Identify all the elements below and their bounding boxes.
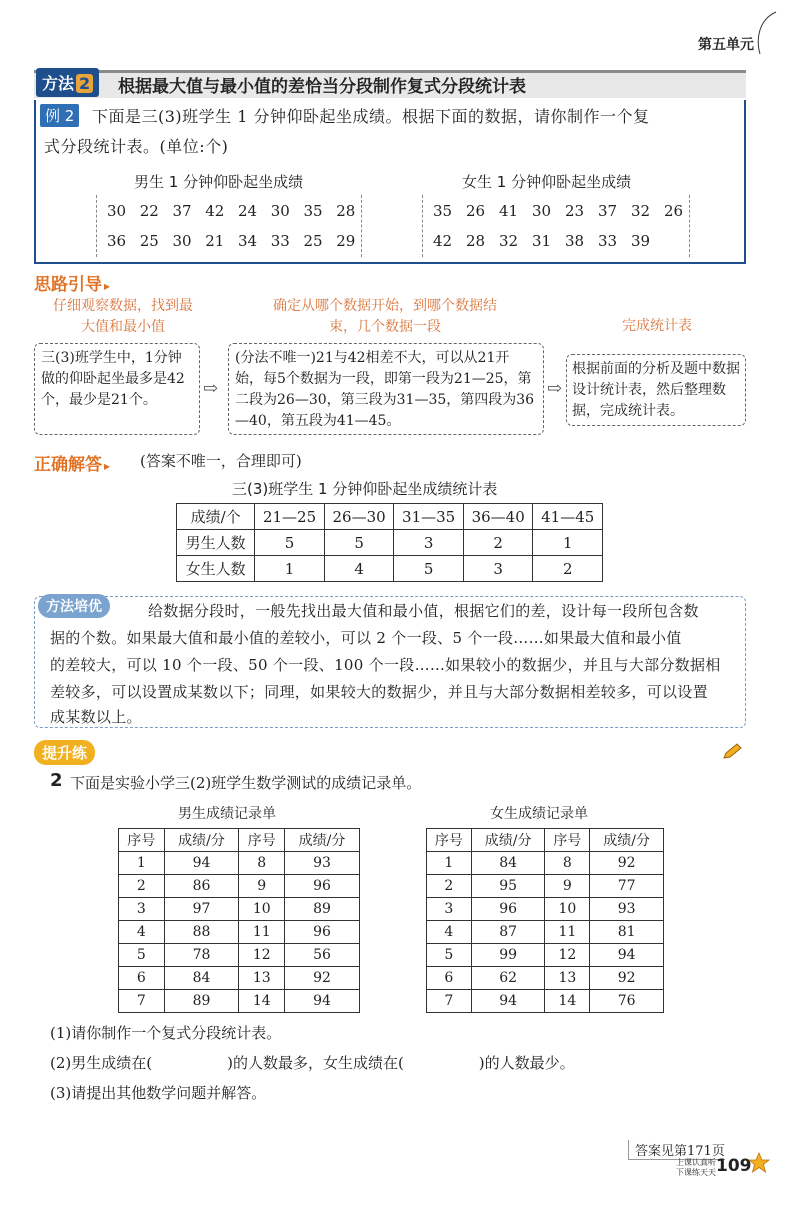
page-number: 109 — [716, 1156, 752, 1176]
data-cell: 22 — [139, 202, 159, 220]
boys-data-row — [99, 197, 359, 225]
data-cell: 42 — [433, 232, 453, 250]
cell: 94 — [471, 990, 545, 1013]
method-tag — [36, 68, 99, 97]
data-cell: 30 — [270, 202, 290, 220]
method-number: 2 — [76, 74, 93, 93]
table-row — [427, 898, 664, 921]
thinking-box-complete: 根据前面的分析及题中数据设计统计表，然后整理数据，完成统计表。 — [566, 354, 746, 426]
data-cell: 33 — [270, 232, 290, 250]
slogan-line: 上课认真听 — [676, 1158, 716, 1167]
data-cell: 23 — [565, 202, 585, 220]
data-cell: 25 — [139, 232, 159, 250]
cell: 10 — [545, 898, 590, 921]
footer-slogan — [676, 1158, 716, 1178]
cell: 10 — [239, 898, 285, 921]
boys-record-title: 男生成绩记录单 — [178, 806, 276, 822]
data-cell: 31 — [532, 232, 552, 250]
header-cell: 成绩/分 — [590, 829, 664, 852]
count-cell: 2 — [533, 556, 603, 582]
header-cell: 31—35 — [394, 504, 464, 530]
cell: 9 — [545, 875, 590, 898]
cell: 3 — [119, 898, 165, 921]
header-cell: 序号 — [239, 829, 285, 852]
method-title: 根据最大值与最小值的差恰当分段制作复式分段统计表 — [118, 77, 526, 97]
header-cell: 成绩/个 — [177, 504, 255, 530]
triangle-icon: ▸ — [104, 459, 111, 473]
cell: 92 — [590, 852, 664, 875]
boys-record-table — [118, 828, 360, 1013]
header-cell: 序号 — [545, 829, 590, 852]
result-table — [176, 503, 603, 582]
cell: 1 — [119, 852, 165, 875]
cell: 88 — [164, 921, 239, 944]
cell: 12 — [545, 944, 590, 967]
girls-record-title: 女生成绩记录单 — [490, 806, 588, 822]
data-cell: 33 — [598, 232, 618, 250]
cell: 76 — [590, 990, 664, 1013]
table-row — [119, 852, 360, 875]
data-cell: 35 — [433, 202, 453, 220]
row-label: 女生人数 — [177, 556, 255, 582]
cell: 7 — [119, 990, 165, 1013]
header-cell: 26—30 — [324, 504, 394, 530]
result-row — [177, 556, 603, 582]
table-row — [119, 967, 360, 990]
cell: 86 — [164, 875, 239, 898]
arrow-right-icon: ⇨ — [547, 378, 563, 399]
header-cell: 成绩/分 — [471, 829, 545, 852]
cell: 12 — [239, 944, 285, 967]
data-cell: 42 — [205, 202, 225, 220]
tips-line: 据的个数。如果最大值和最小值的差较小，可以 2 个一段、5 个一段……如果最大值和最小值 — [50, 629, 682, 647]
cell: 94 — [285, 990, 360, 1013]
thinking-title — [34, 270, 110, 295]
cell: 99 — [471, 944, 545, 967]
cell: 56 — [285, 944, 360, 967]
header-cell: 36—40 — [463, 504, 533, 530]
data-cell: 38 — [565, 232, 585, 250]
answer-reference: 答案见第171页 — [628, 1140, 725, 1160]
table-row — [119, 898, 360, 921]
boys-data-grid — [96, 195, 362, 257]
girls-data-row — [425, 197, 687, 225]
cell: 93 — [590, 898, 664, 921]
header-cell: 序号 — [427, 829, 472, 852]
header-cell: 序号 — [119, 829, 165, 852]
data-cell: 35 — [303, 202, 323, 220]
count-cell: 5 — [324, 530, 394, 556]
cell: 78 — [164, 944, 239, 967]
cell: 14 — [545, 990, 590, 1013]
count-cell: 5 — [255, 530, 325, 556]
cell: 94 — [164, 852, 239, 875]
data-cell: 30 — [532, 202, 552, 220]
example-text-line2: 式分段统计表。(单位:个) — [44, 137, 229, 156]
cell: 81 — [590, 921, 664, 944]
table-row — [427, 944, 664, 967]
cell: 4 — [119, 921, 165, 944]
cell: 11 — [239, 921, 285, 944]
table-row — [119, 944, 360, 967]
thinking-box-segment: (分法不唯一)21与42相差不大，可以从21开始，每5个数据为一段，即第一段为21—25，第二段为26—30，第三段为31—35，第四段为36—40，第五段为41—45。 — [228, 343, 544, 435]
header-cell: 21—25 — [255, 504, 325, 530]
row-label: 男生人数 — [177, 530, 255, 556]
table-row — [119, 990, 360, 1013]
cell: 96 — [285, 921, 360, 944]
tips-line: 成某数以上。 — [50, 708, 142, 726]
practice-tag: 提升练 — [34, 740, 95, 765]
cell: 7 — [427, 990, 472, 1013]
cell: 13 — [545, 967, 590, 990]
table-row — [427, 852, 664, 875]
result-header-row — [177, 504, 603, 530]
cell: 8 — [239, 852, 285, 875]
answer-title-label: 正确解答 — [34, 455, 102, 475]
data-cell: 28 — [336, 202, 356, 220]
boys-data-row — [99, 227, 359, 255]
answer-title — [34, 450, 110, 475]
sub-question-2: (2)男生成绩在( )的人数最多，女生成绩在( )的人数最少。 — [50, 1054, 575, 1072]
cell: 2 — [119, 875, 165, 898]
cell: 62 — [471, 967, 545, 990]
cell: 84 — [471, 852, 545, 875]
slogan-line: 下课练天天 — [676, 1168, 716, 1177]
sub-question-3: (3)请提出其他数学问题并解答。 — [50, 1084, 267, 1102]
data-cell: 37 — [172, 202, 192, 220]
table-row — [427, 990, 664, 1013]
girls-data-grid — [422, 195, 690, 257]
data-cell: 36 — [107, 232, 127, 250]
count-cell: 1 — [255, 556, 325, 582]
data-cell: 34 — [238, 232, 258, 250]
girls-data-title: 女生 1 分钟仰卧起坐成绩 — [462, 173, 632, 191]
method-tips-tag: 方法培优 — [38, 594, 110, 618]
example-text-line1: 下面是三(3)班学生 1 分钟仰卧起坐成绩。根据下面的数据，请你制作一个复 — [92, 107, 650, 126]
cell: 6 — [427, 967, 472, 990]
cell: 3 — [427, 898, 472, 921]
cell: 13 — [239, 967, 285, 990]
cell: 84 — [164, 967, 239, 990]
thinking-title-label: 思路引导 — [34, 275, 102, 295]
cell: 11 — [545, 921, 590, 944]
cell: 2 — [427, 875, 472, 898]
data-cell — [656, 227, 687, 255]
sub-question-1: (1)请你制作一个复式分段统计表。 — [50, 1024, 282, 1042]
table-row — [427, 967, 664, 990]
triangle-icon: ▸ — [104, 279, 111, 293]
count-cell: 3 — [463, 556, 533, 582]
count-cell: 4 — [324, 556, 394, 582]
cell: 8 — [545, 852, 590, 875]
girls-data-row — [425, 227, 687, 255]
cell: 6 — [119, 967, 165, 990]
cell: 5 — [427, 944, 472, 967]
data-cell: 25 — [303, 232, 323, 250]
pencil-icon — [722, 742, 744, 760]
girls-record-table — [426, 828, 664, 1013]
data-cell: 37 — [598, 202, 618, 220]
table-row — [119, 921, 360, 944]
cell: 89 — [164, 990, 239, 1013]
tips-line: 给数据分段时，一般先找出最大值和最小值，根据它们的差，设计每一段所包含数 — [148, 602, 699, 620]
boys-data-title: 男生 1 分钟仰卧起坐成绩 — [134, 173, 304, 191]
cell: 97 — [164, 898, 239, 921]
method-tag-label: 方法 — [42, 74, 75, 93]
thinking-box-extremes: 三(3)班学生中，1分钟做的仰卧起坐最多是42个，最少是21个。 — [34, 343, 200, 435]
count-cell: 2 — [463, 530, 533, 556]
data-cell: 32 — [499, 232, 519, 250]
cell: 92 — [285, 967, 360, 990]
count-cell: 1 — [533, 530, 603, 556]
hint-find-extremes: 仔细观察数据，找到最大值和最小值 — [53, 298, 193, 335]
data-cell: 30 — [172, 232, 192, 250]
count-cell: 5 — [394, 556, 464, 582]
star-icon — [748, 1152, 770, 1174]
answer-note: (答案不唯一，合理即可) — [140, 452, 302, 470]
record-header-row — [119, 829, 360, 852]
cell: 1 — [427, 852, 472, 875]
hint-complete: 完成统计表 — [622, 318, 692, 334]
hint-segment: 确定从哪个数据开始，到哪个数据结束，几个数据一段 — [273, 298, 497, 335]
data-cell: 30 — [107, 202, 127, 220]
cell: 93 — [285, 852, 360, 875]
header-cell: 41—45 — [533, 504, 603, 530]
cell: 9 — [239, 875, 285, 898]
table-row — [427, 875, 664, 898]
data-cell: 39 — [631, 232, 651, 250]
data-cell: 28 — [466, 232, 486, 250]
cell: 92 — [590, 967, 664, 990]
data-cell: 24 — [238, 202, 258, 220]
record-header-row — [427, 829, 664, 852]
cell: 87 — [471, 921, 545, 944]
table-row — [427, 921, 664, 944]
data-cell: 21 — [205, 232, 225, 250]
cell: 94 — [590, 944, 664, 967]
data-cell: 32 — [631, 202, 651, 220]
question-number: 2 — [50, 770, 63, 791]
cell: 4 — [427, 921, 472, 944]
tips-line: 的差较大，可以 10 个一段、50 个一段、100 个一段……如果较小的数据少，并且与大部分数据相 — [50, 656, 721, 674]
cell: 77 — [590, 875, 664, 898]
data-cell: 41 — [499, 202, 519, 220]
header-cell: 成绩/分 — [164, 829, 239, 852]
unit-label: 第五单元 — [698, 37, 754, 53]
count-cell: 3 — [394, 530, 464, 556]
header-cell: 成绩/分 — [285, 829, 360, 852]
cell: 95 — [471, 875, 545, 898]
data-cell: 29 — [336, 232, 356, 250]
data-cell: 26 — [466, 202, 486, 220]
example-tag: 例 2 — [40, 104, 79, 127]
cell: 89 — [285, 898, 360, 921]
question-text: 下面是实验小学三(2)班学生数学测试的成绩记录单。 — [70, 774, 422, 792]
arrow-right-icon: ⇨ — [203, 378, 219, 399]
cell: 96 — [285, 875, 360, 898]
result-row — [177, 530, 603, 556]
tips-line: 差较多，可以设置成某数以下；同理，如果较大的数据少，并且与大部分数据相差较多，可以设置 — [50, 683, 708, 701]
result-table-title: 三(3)班学生 1 分钟仰卧起坐成绩统计表 — [232, 480, 498, 498]
cell: 14 — [239, 990, 285, 1013]
table-row — [119, 875, 360, 898]
cell: 5 — [119, 944, 165, 967]
cell: 96 — [471, 898, 545, 921]
data-cell: 26 — [664, 202, 684, 220]
